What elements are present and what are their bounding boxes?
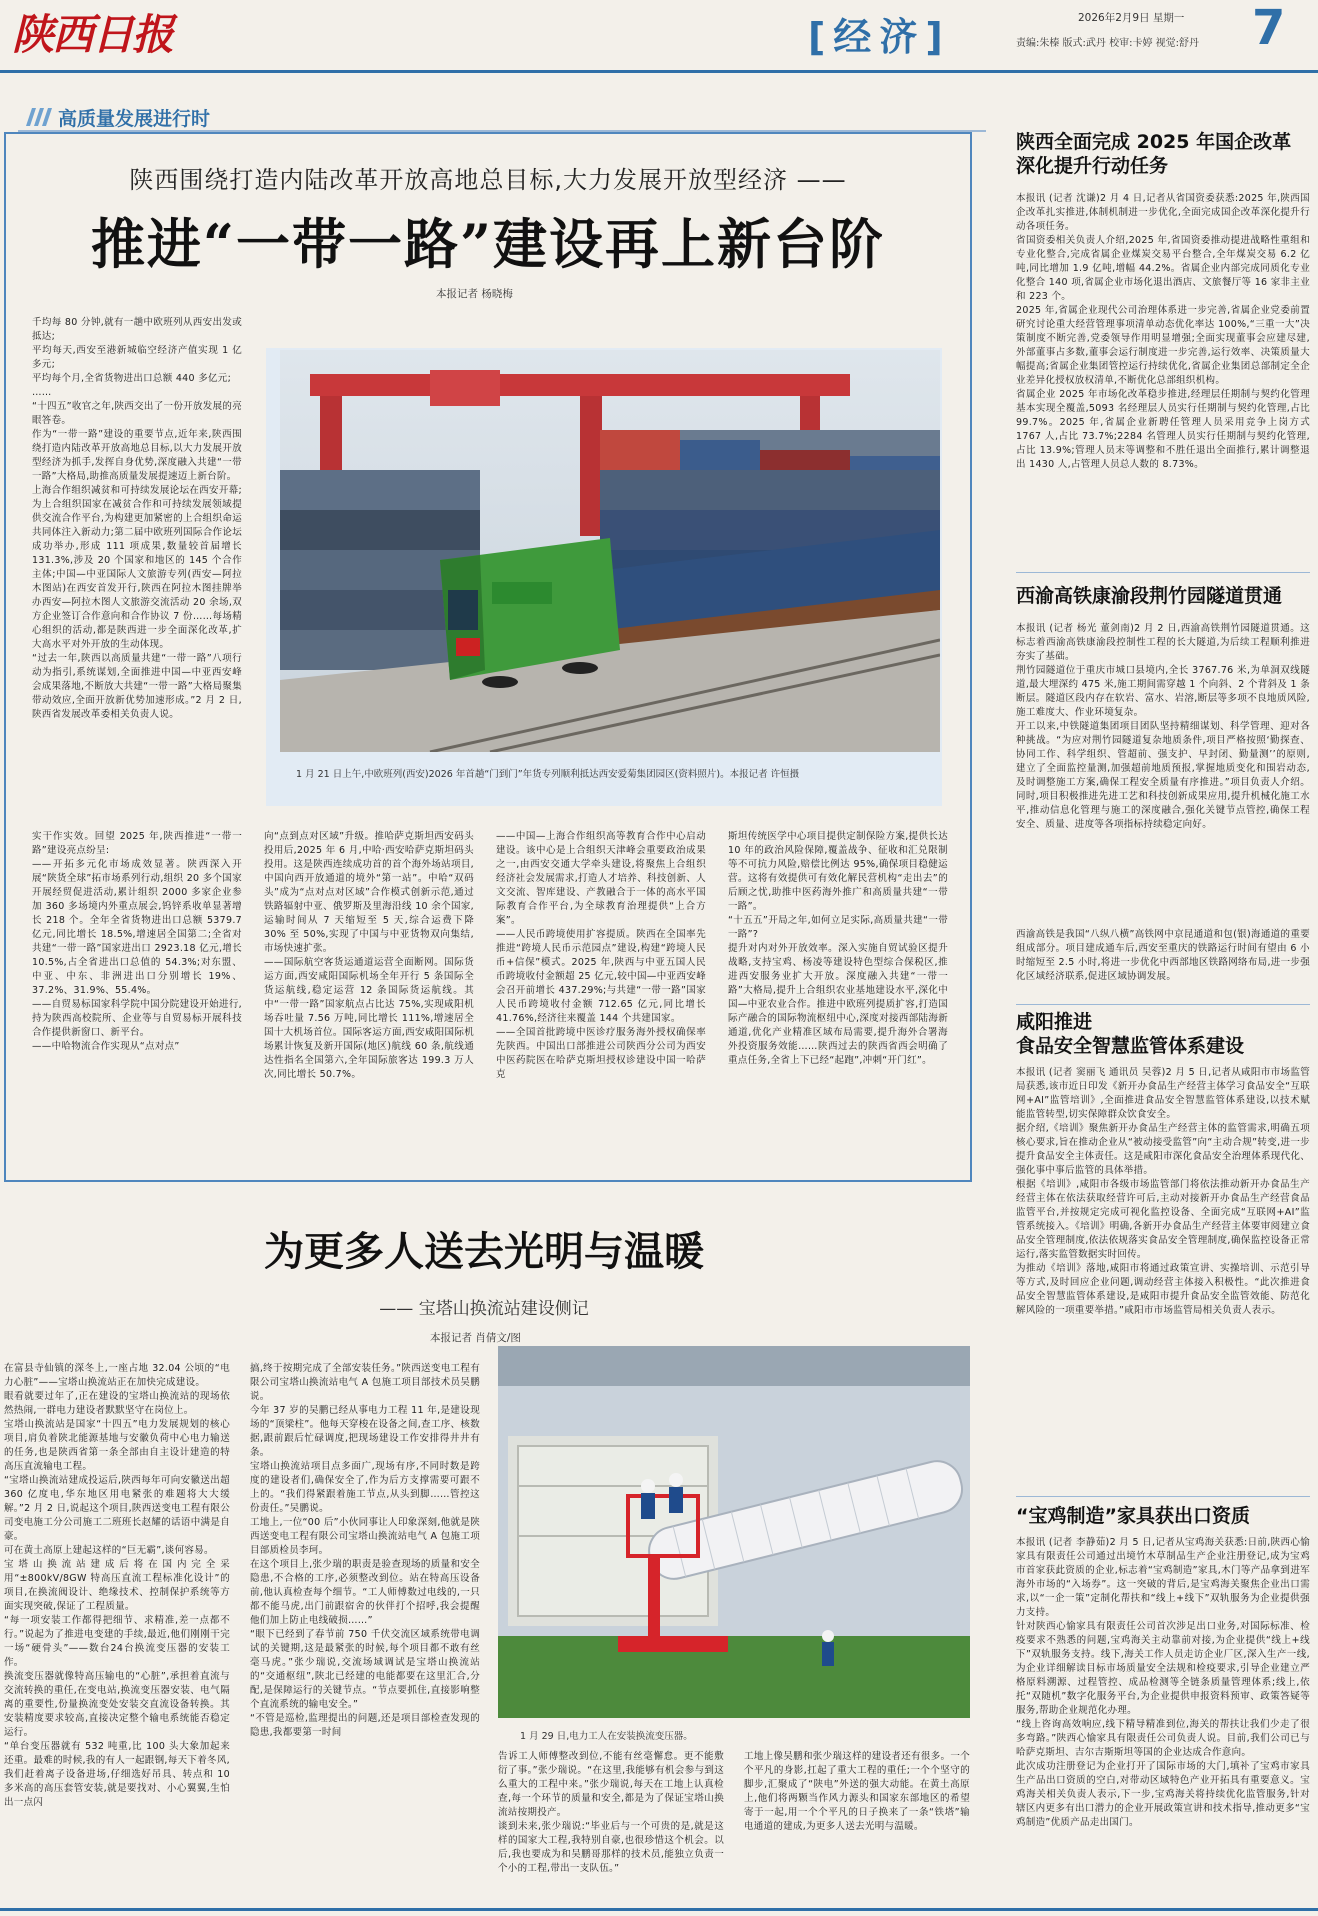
lead-photo-caption: 1 月 21 日上午,中欧班列(西安)2026 年首趟“门到门”年货专列顺利抵达西安爱菊集团园区(资料照片)。本报记者 许恒摄 [296,769,800,780]
lead-photo-freight-train [280,350,940,752]
page-number: 7 [1252,0,1286,56]
header-divider [0,70,1318,73]
lead-body-col3: ——中国—上海合作组织高等教育合作中心启动建设。该中心是上合组织天津峰会重要政治成果之一,由西安交通大学牵头建设,将聚焦上合组织经济社会发展需求,打造人才培养、科技创新、人文交流、智库建设、产教融合于一体的高水平国际教育合作平台,为全球教育治理提供“上合方案”。 ——人民币跨境使用扩容提质。陕西在全国率先推进“跨境人民币示范园点”建设,构建“跨境人民币+信保”模式。2025 年,陕西与中亚五国人民币跨境收付金额超 25 亿元,较中国—中亚西安峰会召开前增长 437.29%;与共建“一带一路”国家人民币跨境收付金额 712.65 亿元,同比增长 41.76%,经济往来覆盖 144 个共建国家。 ——全国首批跨境中医诊疗服务海外授权确保率先陕西。中国出口部推进公司陕西分公司为西安中医药院医在哈萨克斯坦授权诊建设中国一哈萨克 [496,831,706,1080]
brief-4-body: 本报讯 (记者 李静茹)2 月 5 日,记者从宝鸡海关获悉:日前,陕西心愉家具有限责任公司通过出境竹木草制品生产企业注册登记,成为宝鸡市首家获此资质的企业,标志着“宝鸡制造”家具,木门等产品拿到进军海外市场的“入场券”。这一突破的背后,是宝鸡海关聚焦企业出口需求,以“一企一策”定制化帮扶和“线上+线下”双轨服务为企业提供强力支持。 针对陕西心愉家具有限责任公司首次涉足出口业务,对国际标准、检疫要求不熟悉的问题,宝鸡海关主动靠前对接,为企业提供“线上+线下”双轨服务支持。线下,海关工作人员走访企业厂区,深入生产一线,为企业详细解读目标市场质量安全法规和检疫要求,引导企业建立严格原料溯源、过程管控、成品检测等全链条质量管理体系;线上,依托“双随机”数字化服务平台,为企业提供申报资料预审、政策答疑等服务,帮助企业规范化办理。 “线上咨询高效响应,线下精导精准到位,海关的帮扶让我们少走了很多弯路。”陕西心愉家具有限责任公司负责人说。目前,我们公司已与哈萨克斯坦、吉尔吉斯斯坦等国的企业达成合作意向。 此次成功注册登记为企业打开了国际市场的大门,填补了宝鸡市家具生产品出口资质的空白,对带动区域特色产业开拓具有重要意义。宝鸡海关相关负责人表示,下一步,宝鸡海关将持续优化监管服务,针对辖区内更多有出口潜力的企业开展政策宣讲和技术指导,推动更多“宝鸡制造”优质产品走出国门。 [1016,1537,1310,1828]
brief-1-body: 本报讯 (记者 沈谦)2 月 4 日,记者从省国资委获悉:2025 年,陕西国企改革扎实推进,体制机制进一步优化,全面完成国企改革深化提升行动各项任务。 省国资委相关负责人介绍,2025 年,省国资委推动提进战略性重组和专业化整合,完成省属企业煤炭交易平台整合,全年煤炭交易 6.2 亿吨,同比增加 1.9 亿吨,增幅 44.2%。省属企业内部完成同质化专业化整合 140 项,省属企业市场化退出酒店、文旅餐厅等 16 家非主业和 223 个。 2025 年,省属企业现代公司治理体系进一步完善,省属企业党委前置研究讨论重大经营管理事项清单动态优化率达 100%,“三重一大”决策制度不断完善,党委领导作用明显增强;全面实现董事会应建尽建,外部董事占多数,董事会运行制度进一步完善,运行效率、决策质量大幅提高;省属企业集团管控运行持续优化,省属企业集团总部制定全企业差异化授权放权清单,不断优化总部组织机构。 省属企业 2025 年市场化改革稳步推进,经理层任期制与契约化管理基本实现全覆盖,5093 名经理层人员实行任期制与契约化管理,占比 99.7%。2025 年,省属企业新聘任管理人员采用竞争上岗方式 1767 人,占比 73.7%;2284 名管理人员实行任期制与契约化管理,占比 13.9%;管理人员末等调整和不胜任退出全面推行,累计调整退出 1430 人,占管理人员总人数的 8.73%。 [1016,193,1310,470]
story2-byline: 本报记者 肖倩文/图 [430,1332,521,1344]
story2-photo-caption: 1 月 29 日,电力工人在安装换流变压器。 [520,1731,693,1742]
story2-body-col3: 告诉工人师傅整改到位,不能有丝毫懈怠。更不能敷衍了事。”张少瑞说。“在这里,我能够有机会参与到这么重大的工程中来。”张少瑞说,每天在工地上认真检查,每一个环节的质量和安全,都是为了保证宝塔山换流站按期投产。 谈到未来,张少瑞说:“毕业后与一个可贵的是,就是这样的国家大工程,我特别自豪,也很珍惜这个机会。以后,我也要成为和吴鹏哥那样的技术员,能独立负责一个小的工程,带出一支队伍。” [498,1751,724,1874]
story2-body-col4: 工地上像吴鹏和张少瑞这样的建设者还有很多。一个个平凡的身影,扛起了重大工程的重任;一个个坚守的脚步,汇聚成了“陕电”外送的强大动能。在黄土高原上,他们将两颗当作风力源头和国家东部地区的希望寄于一起,用一个个平凡的日子换来了一条“铁塔”输电通道的建成,为更多人送去光明与温暖。 [744,1751,970,1832]
brief-1-headline: 陕西全面完成 2025 年国企改革深化提升行动任务 [1016,131,1292,177]
story2-photo-transformer [498,1346,970,1718]
footer-rule [0,1908,1318,1911]
brief-2-headline: 西渝高铁康渝段荆竹园隧道贯通 [1016,585,1283,607]
lead-kicker: 陕西围绕打造内陆改革开放高地总目标,大力发展开放型经济 —— [129,166,847,194]
brief-3-body: 本报讯 (记者 窦丽飞 通讯员 吴蓉)2 月 5 日,记者从咸阳市市场监管局获悉,该市近日印发《新开办食品生产经营主体学习食品安全“互联网+AI”监管培训》,全面推进食品安全智慧监管体系建设,以技术赋能监管转型,切实保障群众饮食安全。 据介绍,《培训》聚焦新开办食品生产经营主体的监管需求,明确五项核心要求,旨在推动企业从“被动接受监管”向“主动合规”转变,进一步提升食品安全主体责任。这是咸阳市深化食品安全治理体系现代化、强化事中事后监管的具体举措。 根据《培训》,咸阳市各级市场监管部门将依法推动新开办食品生产经营主体在依法获取经营许可后,主动对接新开办食品生产经营食品监管平台,并按规定完成可视化监控设备、全面完成“互联网+AI”监管系统接入。《培训》明确,各新开办食品生产经营主体要审阅建立食品安全管理制度,依法依规落实食品安全管理制度,确保监控设备正常运行,落实监管数据实时回传。 为推动《培训》落地,咸阳市将通过政策宣讲、实操培训、示范引导等方式,及时回应企业问题,调动经营主体接入积极性。“此次推进食品安全智慧监管体系建设,是咸阳市提升食品安全监管效能、防范化解风险的一项重要举措。”咸阳市市场监管局相关负责人表示。 [1016,1067,1310,1316]
editor-credits: 责编:朱榛 版式:武丹 校审:卡婷 视觉:舒丹 [1016,38,1200,49]
lead-body-col1-top: 千均每 80 分钟,就有一趟中欧班列从西安出发或抵达; 平均每天,西安至港新城临空经济产值实现 1 亿多元; 平均每个月,全省货物进出口总额 440 多亿元; …… “十四五”收官之年,陕西交出了一份开放发展的亮眼答卷。 作为“一带一路”建设的重要节点,近年来,陕西围绕打造内陆改革开放高地总目标,以大力发展开放型经济为抓手,发挥自身优势,深度融入共建“一带一路”大格局,助推高质量发展提速迈上新台阶。 上海合作组织减贫和可持续发展论坛在西安开幕;为上合组织国家在减贫合作和可持续发展领域提供交流合作平台,为构建更加紧密的上合组织命运共同体注入新动力;第二届中欧班列国际合作论坛成功举办,形成 111 项成果,数量较首届增长 131.3%,涉及 20 个国家和地区的 145 个合作主体;中国—中亚国际人文旅游专列(西安—阿拉木图站)在西安首发开行,陕西在阿拉木图挂牌举办西安—阿拉木图人文旅游交流活动 20 余场,双方企业签订合作意向和合作协议 7 份……每场精心组织的活动,都是陕西进一步全面深化改革,扩大高水平对外开放的生动体现。 “过去一年,陕西以高质量共建“一带一路”八项行动为指引,系统谋划,全面推进中国—中亚西安峰会成果落地,不断放大共建“一带一路”大格局聚集带动效应,全面开放新优势加速形成。”2 月 2 日,陕西省发展改革委相关负责人说。 [32,317,242,720]
lead-body-col2: 向“点到点对区域”升级。推哈萨克斯坦西安码头投用后,2025 年 6 月,中哈·西安哈萨克斯坦码头投用。这是陕西连续成功首的首个海外场站项目,中国向西开放通道的境外“第一站”。中哈“双码头”成为“点对点对区域”合作模式创新示范,通过铁路辐射中亚、俄罗斯及里海沿线 10 余个国家,运输时间从 7 天缩短至 5 天,综合运费下降 30% 至 50%,实现了中国与中亚货物双向集结,市场快速扩张。 ——国际航空客货运通道运营全面断网。国际货运方面,西安咸阳国际机场全年开行 5 条国际全货运航线,稳定运营 12 条国际货运航线。其中“一带一路”国家航点占比达 75%,实现咸阳机场吞吐量 7.56 万吨,同比增长 111%,增速居全国十大机场首位。国际客运方面,西安咸阳国际机场累计恢复及新开国际(地区)航线 60 条,航线通达性指名全国第六,全年国际旅客达 199.3 万人次,同比增长 50.7%。 [264,831,474,1080]
lead-body-col1-bottom: 实干作实效。回望 2025 年,陕西推进“一带一路”建设亮点纷呈: ——开拓多元化市场成效显著。陕西深入开展“陕货全球”拓市场系列行动,组织 20 多个国家开展经贸促进活动,累计组织 2000 多家企业参加 360 多场境内外重点展会,钨锌系收单显著增长 218 个。全年全省货物进出口总额 5379.7 亿元,同比增长 18.5%,增速居全国第二;全省对共建“一带一路”国家进出口 2923.18 亿元,增长 10.5%,占全省进出口总值的 54.3%;对东盟、中亚、中东、非洲进出口分别增长 19%、37.2%、31.9%、55.4%。 ——自贸易标国家科学院中国分院建设开始进行,持为陕西高校院所、企业等与自贸易标开展科技合作提供新窗口、新平台。 ——中哈物流合作实现从“点对点” [32,831,242,1052]
story2-body-col1: 在富县寺仙镇的深冬上,一座占地 32.04 公顷的“电力心脏”——宝塔山换流站正在加快完成建设。 眼看就要过年了,正在建设的宝塔山换流站的现场依然热闹,一群电力建设者默默坚守在岗位上。 宝塔山换流站是国家“十四五”电力发展规划的核心项目,肩负着陕北能源基地与安徽负荷中心电力输送的任务,也是陕西省第一条全部由自主设计建造的特高压直流输电工程。 “宝塔山换流站建成投运后,陕西每年可向安徽送出超 360 亿度电,华东地区用电紧张的难题将大大缓解。”2 月 2 日,说起这个项目,陕西送变电工程有限公司变电施工分公司施工二班班长赵耀的话语中满是自豪。 可在黄土高原上建起这样的“巨无霸”,谈何容易。 宝塔山换流站建成后将在国内完全采用“±800kV/8GW 特高压直流工程标准化设计”的项目,在换流阀设计、绝缘技术、控制保护系统等方面实现突破,保证了工程质量。 “每一项安装工作都得把细节、求精准,差一点都不行。”说起为了推进电变建的手续,最近,他们刚刚干完一场“硬骨头”——数台24台换流变压器的安装工作。 换流变压器就像特高压输电的“心脏”,承担着直流与交流转换的重任,在变电站,换流变压器安装、电气隔离的重要性,份量换流变处安装交直流设备转换。其安装精度要求较高,直接决定整个输电系统能否稳定运行。 “单台变压器就有 532 吨重,比 100 头大象加起来还重。最难的时候,我的有人一起跟钢,每天下着冬风,我们赶着离子设备进场,仔细选好吊具、转点和 10 多米高的高压套管安装,就是要找对、小心翼翼,生怕出一点闪 [4,1363,230,1808]
lead-headline: 推进“一带一路”建设再上新台阶 [90,212,886,276]
story2-body-col2: 搞,终于按期完成了全部安装任务。”陕西送变电工程有限公司宝塔山换流站电气 A 包施工项目部技术员吴鹏说。 今年 37 岁的吴鹏已经从事电力工程 11 年,是建设现场的“顶梁柱”。他每天穿梭在设备之间,查工序、核数据,跟前跟后忙碌调度,把现场建设工作安排得井井有条。 宝塔山换流站项目点多面广,现场有序,不同时数是跨度的建设者们,确保安全了,作为后方支撑需要可跟不上的。“我们得紧跟着施工节点,从头到脚……管控这份责任。”吴鹏说。 工地上,一位“00 后”小伙同事让人印象深刻,他就是陕西送变电工程有限公司宝塔山换流站电气 A 包施工项目部质检员李珂。 在这个项目上,张少瑞的职责是验查现场的质量和安全隐患,不合格的工序,必须整改到位。站在特高压设备前,他认真检查每个细节。“工人师傅数过电线的,一只都不能马虎,出门前跟宿舍的伙伴打个招呼,我会提醒他们加上防止电线破损……” “眼下已经到了春节前 750 千伏交流区域系统带电调试的关键期,这是最紧张的时候,每个项目都不敢有丝毫马虎。”张少瑞说,交流场域调试是宝塔山换流站的“交通枢纽”,陕北已经建的电能都要在这里汇合,分配,是保障运行的关键节点。“节点要抓住,直接影响整个直流系统的输电安全。” “不管是巡检,监理提出的问题,还是项目部检查发现的隐患,我都要第一时间 [250,1363,480,1738]
column-tag: 高质量发展进行时 [58,108,211,130]
brief-3-headline: 咸阳推进 食品安全智慧监管体系建设 [1016,1011,1245,1057]
brief-divider-3 [1016,1496,1310,1497]
brief-divider-2 [1016,1004,1310,1005]
lead-byline: 本报记者 杨晓梅 [436,288,513,300]
section-tag: [经济] [808,15,951,59]
issue-date: 2026年2月9日 星期一 [1078,12,1185,24]
brief-2-body: 本报讯 (记者 杨光 董剑南)2 月 2 日,西渝高铁荆竹园隧道贯通。这标志着西渝高铁康渝段控制性工程的长大隧道,为后续工程顺利推进夯实了基础。 荆竹园隧道位于重庆市城口县境内,全长 3767.76 米,为单洞双线隧道,最大埋深约 475 米,施工期间需穿越 1 个向斜、2 个背斜及 1 条断层。隧道区段内存在软岩、富水、岩溶,断层等多项不良地质风险,施工难度大、作业环境复杂。 开工以来,中铁隧道集团项目团队坚持精细谋划、科学管理、迎对各种挑战。“为应对荆竹园隧道复杂地质条件,项目严格按照‘勤探查、协同工作、科学组织、管超前、强支护、早封闭、勤量测’’的原则,建立了全面监控量测,加强超前地质预报,掌握地质变化和围岩动态,及时调整施工方案,确保工程安全质量有序推进。”项目负责人介绍。同时,项目积极推进先进工艺和科技创新成果应用,提升机械化施工水平,推动信息化管理与施工的深度融合,强化关键节点管控,确保工程安全、质量、进度等各项指标持续稳定向好。 [1016,623,1310,830]
story2-headline: 为更多人送去光明与温暖 [264,1228,704,1275]
column-stripe-icon [18,104,54,128]
story2-subhead: —— 宝塔山换流站建设侧记 [379,1299,589,1319]
lead-body-col4: 斯坦传统医学中心项目提供定制保险方案,提供长达 10 年的政治风险保障,覆盖战争、征收和汇兑限制等不可抗力风险,赔偿比例达 95%,确保项目稳健运营。这将有效提供可有效化解民营机构“走出去”的后顾之忧,助推中医药海外推广和高质量共建“一带一路”。 “十五五”开局之年,如何立足实际,高质量共建“一带一路”? 提升对内对外开放效率。深入实施自贸试验区提升战略,支持宝鸡、杨凌等建设特色型综合保税区,推进西安服务业扩大开放。深度融入共建“一带一路”大格局,提升上合组织农业基地建设水平,深化中国—中亚农业合作。推进中欧班列提质扩容,打造国际产融合的国际物流枢纽中心,深度对接西部陆海新通道,优化产业精准区域布局需要,提升海外合署海外投资服务效能……陕西过去的陕西省西会明确了重点任务,全省上下已经“起跑”,冲刺“开门红”。 [728,831,948,1066]
newspaper-logo: 陕西日报 [12,10,173,59]
brief-2-body-cont: 西渝高铁是我国“八纵八横”高铁网中京昆通道和包(银)海通道的重要组成部分。项目建成通车后,西安至重庆的铁路运行时间有望由 6 小时缩短至 2.5 小时,将进一步优化中西部地区铁路网络布局,进一步强化区域经济联系,促进区域协调发展。 [1016,929,1310,982]
brief-4-headline: “宝鸡制造”家具获出口资质 [1016,1505,1250,1527]
brief-divider-1 [1016,572,1310,573]
